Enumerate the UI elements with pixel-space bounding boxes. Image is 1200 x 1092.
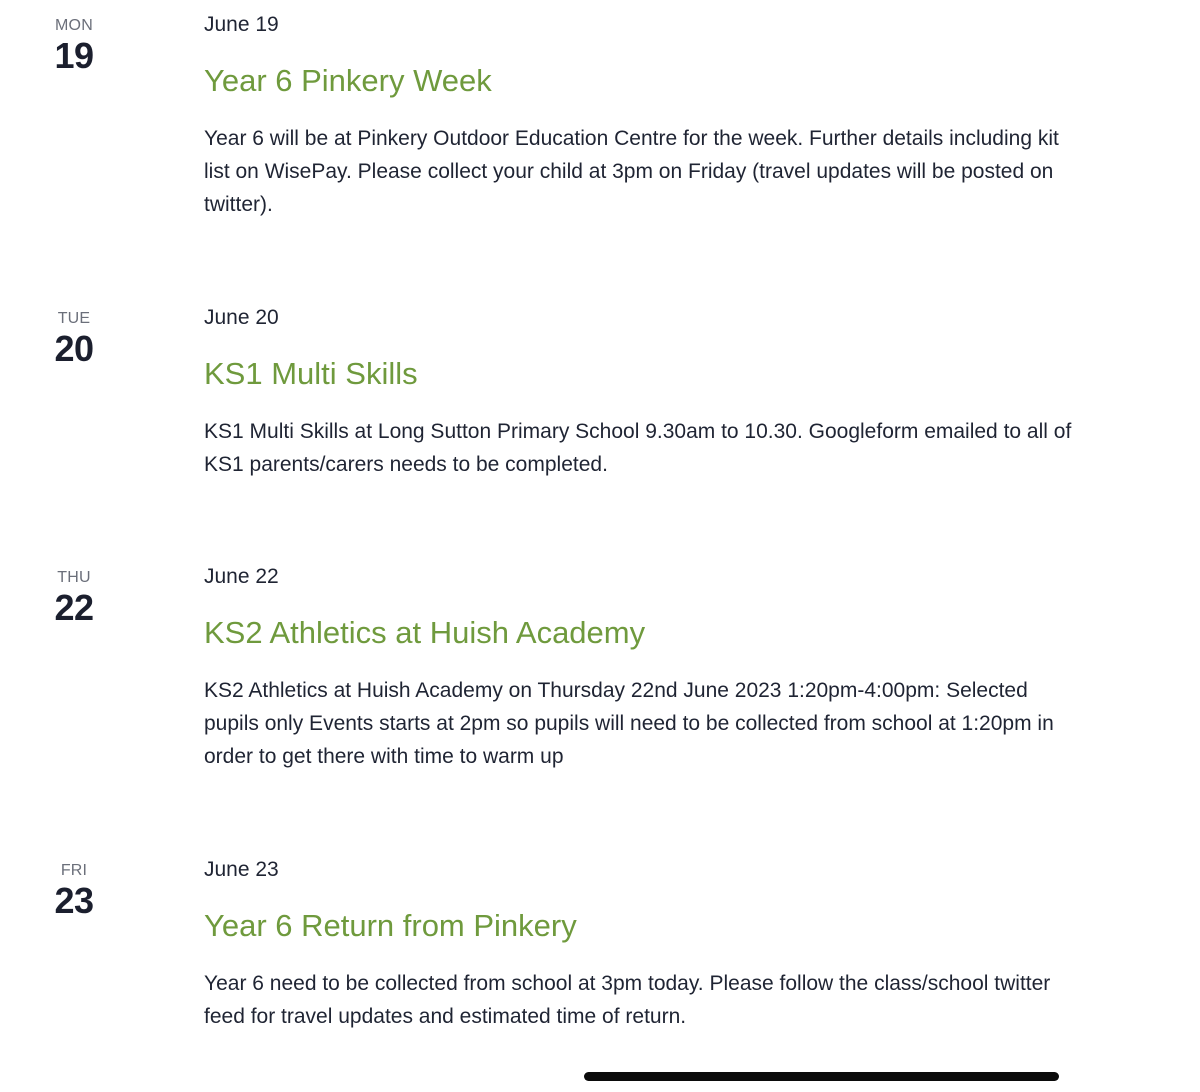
event-date: June 19 bbox=[204, 13, 279, 36]
event-description: Year 6 will be at Pinkery Outdoor Education Centre for the week. Further details including kit list on WisePay. Please collect your child at 3pm on Friday (travel updates will be posted on twitter). bbox=[204, 127, 1059, 216]
event-title-link[interactable]: KS2 Athletics at Huish Academy bbox=[204, 615, 646, 650]
event-date: June 23 bbox=[204, 858, 279, 881]
day-number: 23 bbox=[54, 880, 94, 921]
event-title-link[interactable]: KS1 Multi Skills bbox=[204, 356, 418, 391]
event-date: June 22 bbox=[204, 565, 279, 588]
day-badge bbox=[44, 552, 104, 628]
event-date: June 20 bbox=[204, 306, 279, 329]
day-badge bbox=[44, 0, 104, 76]
weekday-label: FRI bbox=[60, 862, 88, 879]
event-description: KS1 Multi Skills at Long Sutton Primary School 9.30am to 10.30. Googleform emailed to all of KS1 parents/carers needs to be completed. bbox=[204, 420, 1072, 476]
weekday-label: MON bbox=[55, 17, 93, 34]
day-number: 20 bbox=[54, 328, 94, 369]
event-content bbox=[204, 0, 1084, 221]
weekday-label: TUE bbox=[57, 310, 91, 327]
day-badge bbox=[44, 845, 104, 921]
home-indicator[interactable] bbox=[584, 1072, 1059, 1081]
day-number: 22 bbox=[54, 587, 94, 628]
event-description: Year 6 need to be collected from school at 3pm today. Please follow the class/school twitter feed for travel updates and estimated time of return. bbox=[204, 972, 1051, 1028]
event-content bbox=[204, 845, 1084, 1033]
event-content bbox=[204, 293, 1084, 481]
event-title-link[interactable]: Year 6 Return from Pinkery bbox=[204, 908, 577, 943]
day-number: 19 bbox=[54, 35, 94, 76]
event-content bbox=[204, 552, 1084, 773]
weekday-label: THU bbox=[57, 569, 91, 586]
event-title-link[interactable]: Year 6 Pinkery Week bbox=[204, 63, 492, 98]
day-badge bbox=[44, 293, 104, 369]
event-description: KS2 Athletics at Huish Academy on Thursday 22nd June 2023 1:20pm-4:00pm: Selected pupils only Events starts at 2pm so pupils will need to be collected from school at 1:20pm in order to get there with time to warm up bbox=[204, 679, 1054, 768]
